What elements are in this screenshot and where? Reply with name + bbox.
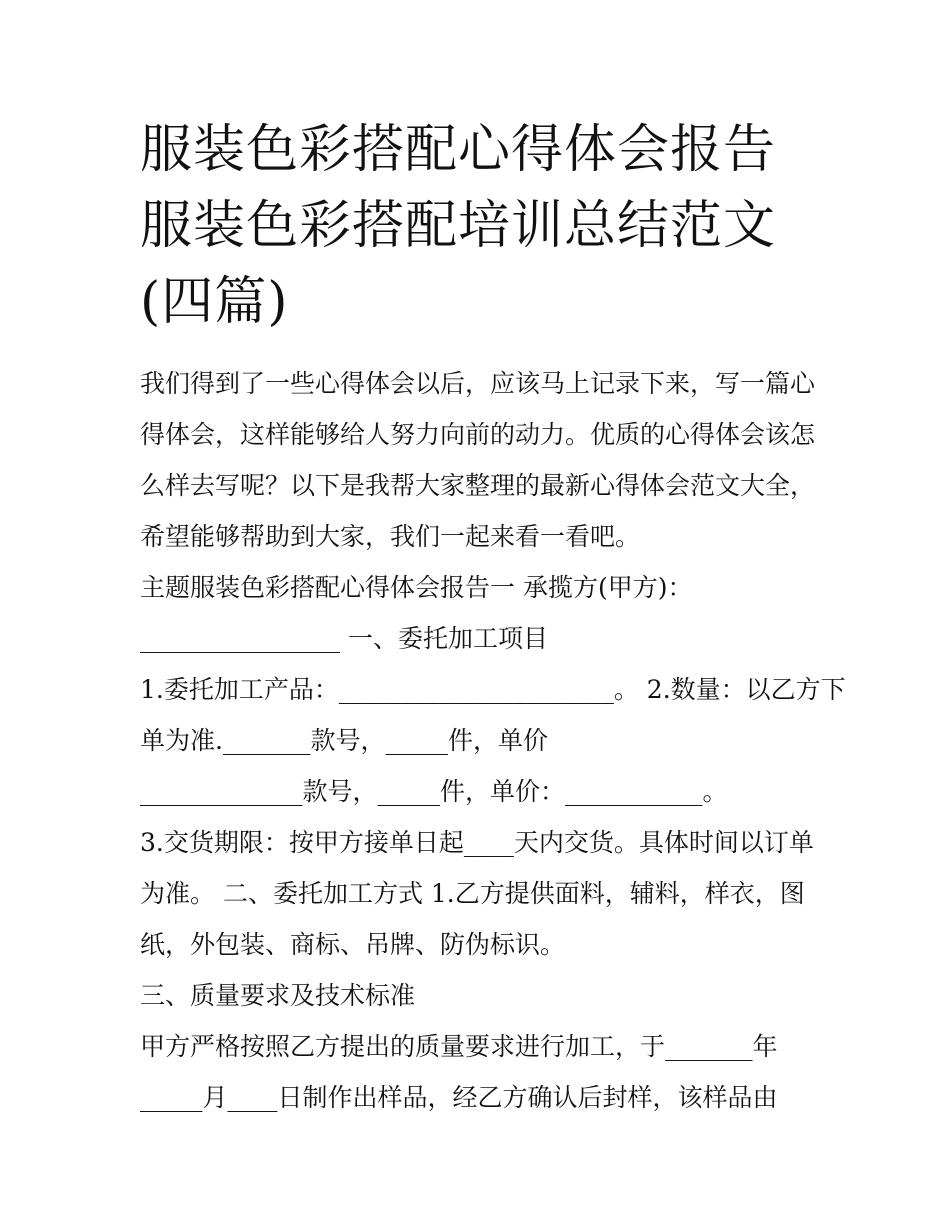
- body-line: ________________ 一、委托加工项目: [140, 624, 548, 653]
- document-title: 服装色彩搭配心得体会报告 服装色彩搭配培训总结范文(四篇): [140, 120, 777, 332]
- body-line: 1.委托加工产品：______________________。 2.数量：以乙方下: [140, 675, 846, 704]
- body-line: 单为准._______款号，_____件，单价: [140, 726, 548, 755]
- body-line: 甲方严格按照乙方提出的质量要求进行加工，于_______年: [140, 1032, 778, 1061]
- body-line: _____月____日制作出样品，经乙方确认后封样，该样品由: [140, 1083, 778, 1112]
- body-line: _____________款号，_____件，单价：___________。: [140, 777, 728, 806]
- body-line: 纸，外包装、商标、吊牌、防伪标识。: [140, 930, 566, 959]
- document-page: [140, 112, 846, 1123]
- body-line: 么样去写呢？以下是我帮大家整理的最新心得体会范文大全，: [140, 471, 816, 500]
- body-line: 希望能够帮助到大家，我们一起来看一看吧。: [140, 522, 641, 551]
- body-line: 我们得到了一些心得体会以后，应该马上记录下来，写一篇心: [140, 369, 816, 398]
- body-line: 3.交货期限：按甲方接单日起____天内交货。具体时间以订单: [140, 828, 814, 857]
- body-line: 主题服装色彩搭配心得体会报告一 承揽方(甲方)：: [140, 573, 693, 602]
- body-line: 为准。 二、委托加工方式 1.乙方提供面料，辅料，样衣，图: [140, 879, 805, 908]
- document-body: [140, 358, 846, 1123]
- body-line: 三、质量要求及技术标准: [140, 981, 416, 1010]
- body-line: 得体会，这样能够给人努力向前的动力。优质的心得体会该怎: [140, 420, 816, 449]
